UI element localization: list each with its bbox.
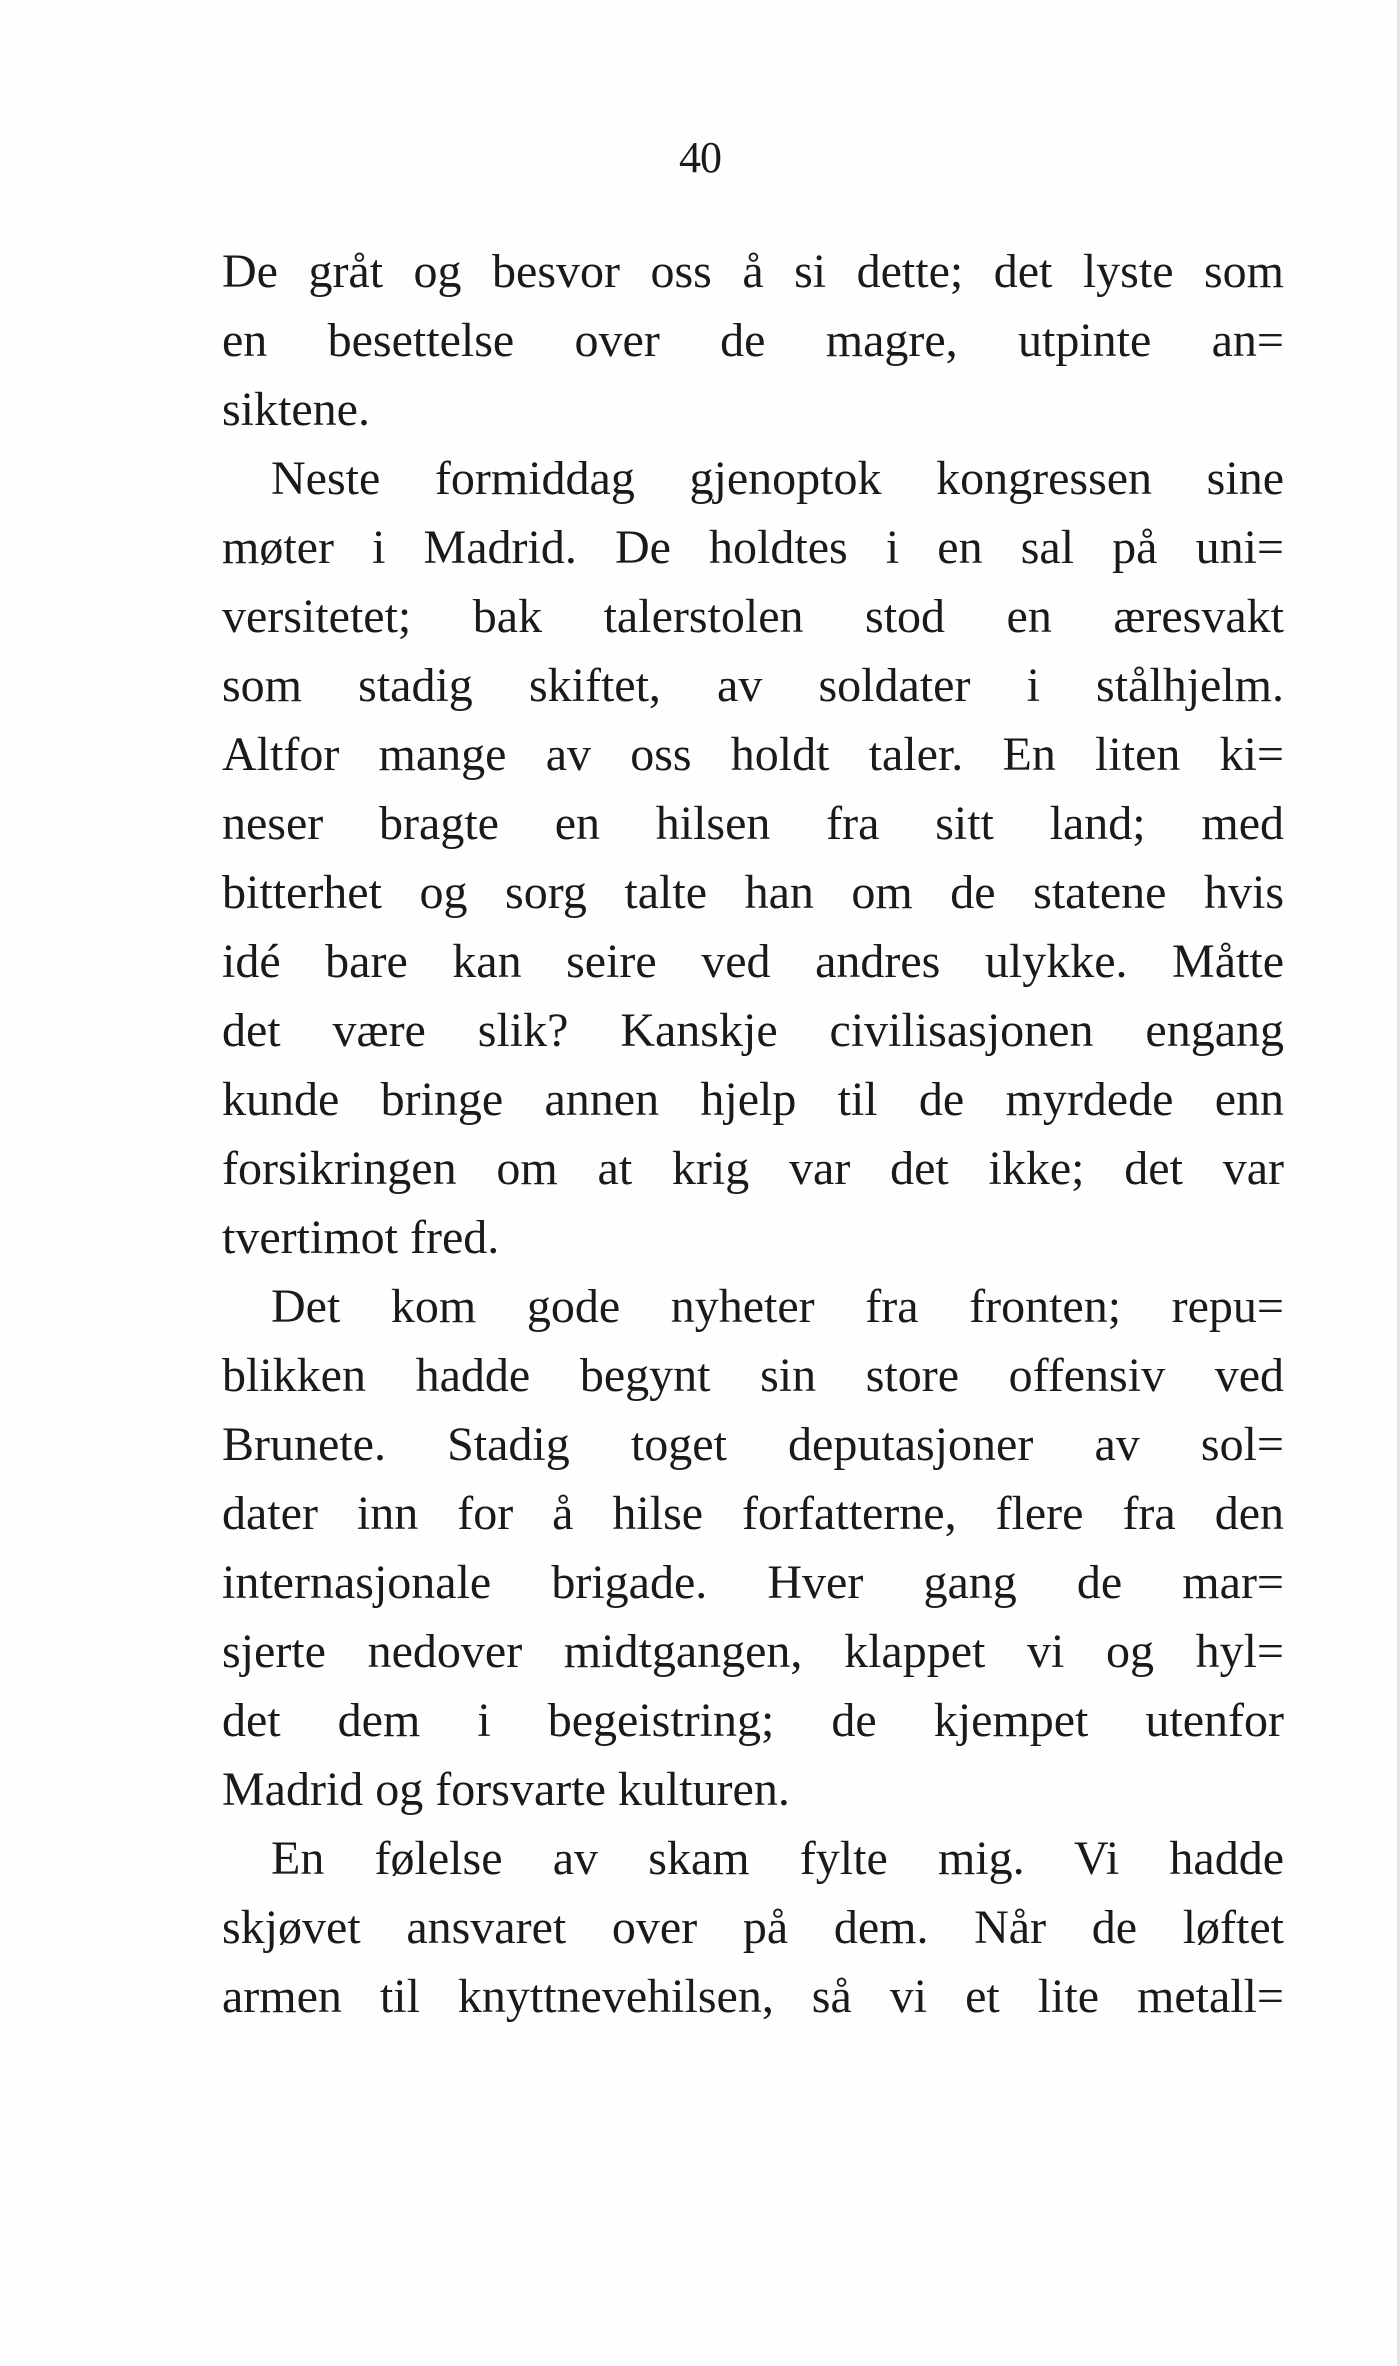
text-line: Altfor mange av oss holdt taler. En liten ki= [222,728,1284,781]
text-line: versitetet; bak talerstolen stod en æresvakt [222,590,1284,643]
text-line: møter i Madrid. De holdtes i en sal på uni= [222,521,1284,574]
text-line: en besettelse over de magre, utpinte an= [222,314,1284,367]
text-line: idé bare kan seire ved andres ulykke. Måtte [222,935,1284,988]
text-line: bitterhet og sorg talte han om de statene hvis [222,866,1284,919]
text-line: forsikringen om at krig var det ikke; det var [222,1142,1284,1195]
text-line: De gråt og besvor oss å si dette; det lyste som [222,245,1284,298]
text-line: internasjonale brigade. Hver gang de mar= [222,1556,1284,1609]
text-line: kunde bringe annen hjelp til de myrdede enn [222,1073,1284,1126]
text-line: Madrid og forsvarte kulturen. [222,1763,790,1816]
text-line: tvertimot fred. [222,1211,500,1264]
page-number: 40 [679,133,721,182]
text-line: som stadig skiftet, av soldater i stålhjelm. [222,659,1284,712]
text-line: siktene. [222,383,370,436]
text-line: Det kom gode nyheter fra fronten; repu= [271,1280,1284,1333]
body-text [222,237,1284,2031]
text-line: neser bragte en hilsen fra sitt land; med [222,797,1284,850]
text-line: Neste formiddag gjenoptok kongressen sine [271,452,1284,505]
text-line: armen til knyttnevehilsen, så vi et lite metall= [222,1970,1284,2023]
text-line: dater inn for å hilse forfatterne, flere fra den [222,1487,1284,1540]
text-line: sjerte nedover midtgangen, klappet vi og hyl= [222,1625,1284,1678]
text-line: En følelse av skam fylte mig. Vi hadde [271,1832,1284,1885]
text-line: blikken hadde begynt sin store offensiv ved [222,1349,1284,1402]
text-line: skjøvet ansvaret over på dem. Når de løftet [222,1901,1284,1954]
text-line: det dem i begeistring; de kjempet utenfor [222,1694,1284,1747]
text-line: Brunete. Stadig toget deputasjoner av sol= [222,1418,1284,1471]
text-line: det være slik? Kanskje civilisasjonen engang [222,1004,1284,1057]
